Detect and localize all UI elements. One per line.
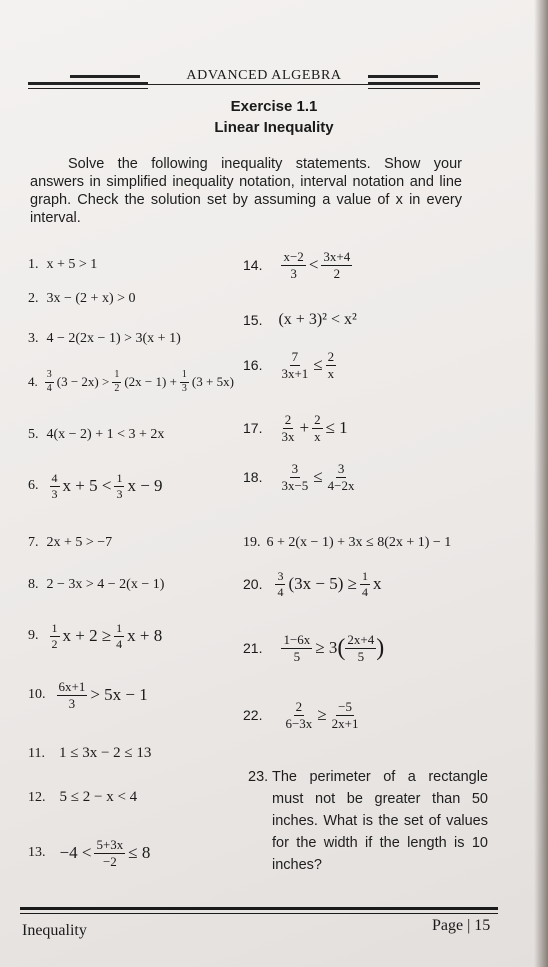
problem-number: 14.	[243, 257, 263, 274]
expression-part: (3 − 2x) >	[56, 374, 110, 389]
problem-12	[28, 789, 137, 806]
problem-7	[28, 535, 112, 551]
problem-11	[28, 745, 151, 762]
problem-number: 17.	[243, 420, 263, 437]
close-paren-icon: )	[376, 634, 385, 661]
expression-part: x + 5 <	[62, 476, 112, 496]
problem-number: 3.	[28, 331, 39, 346]
expression-part: ≤	[313, 355, 323, 375]
fraction: $\frac{3}{3x-5}$	[281, 461, 309, 493]
expression-part: x + 8	[127, 626, 163, 646]
problem-number: 7.	[28, 535, 39, 550]
expression-part: > 5x − 1	[90, 685, 148, 705]
fraction: $\frac{1}{4}$	[116, 621, 123, 651]
header-rule-left-short	[70, 75, 140, 78]
fraction: $\frac{1}{3}$	[181, 369, 187, 394]
problem-13	[28, 838, 150, 868]
problem-number: 2.	[28, 291, 39, 306]
problem-15	[243, 311, 357, 329]
problem-number: 23.	[248, 769, 269, 785]
fraction: $\frac{2}{x}$	[327, 349, 335, 381]
fraction: $\frac{2}{3x}$	[281, 412, 295, 444]
problem-expression: 6 + 2(x − 1) + 3x ≤ 8(2x + 1) − 1	[266, 535, 452, 550]
problem-19	[243, 535, 451, 551]
problem-expression: 2x + 5 > −7	[46, 535, 113, 550]
problem-20	[243, 570, 381, 598]
problem-number: 16.	[243, 357, 263, 374]
fraction: $\frac{3}{4-2x}$	[327, 461, 355, 493]
header-rule-left-thin	[28, 88, 148, 89]
page-header	[28, 62, 480, 102]
problem-number: 11.	[28, 745, 45, 761]
problem-number: 13.	[28, 845, 46, 861]
expression-part: <	[308, 255, 319, 275]
problem-number: 21.	[243, 640, 263, 657]
problem-expression: 2 − 3x > 4 − 2(x − 1)	[46, 577, 165, 592]
fraction: $\frac{-5}{2x+1}$	[331, 699, 359, 731]
problem-number: 12.	[28, 789, 46, 805]
problem-9	[28, 622, 162, 650]
problem-16	[243, 350, 339, 380]
problem-17	[243, 413, 348, 443]
expression-part: x	[372, 574, 382, 594]
problem-10	[28, 680, 148, 710]
header-rule-center	[124, 84, 374, 85]
problem-23	[248, 766, 488, 876]
problem-22	[243, 700, 364, 730]
expression-part: −4 <	[59, 843, 92, 863]
exercise-title: Exercise 1.1	[230, 98, 318, 115]
problem-expression: 4(x − 2) + 1 < 3 + 2x	[46, 427, 165, 442]
problem-expression: (x + 3)² < x²	[278, 311, 357, 328]
problem-expression: 4 − 2(2x − 1) > 3(x + 1)	[46, 331, 181, 346]
problem-number: 10.	[28, 687, 46, 703]
book-title: ADVANCED ALGEBRA	[186, 68, 342, 83]
problem-expression: 3x − (2 + x) > 0	[46, 291, 136, 306]
problem-number: 6.	[28, 478, 39, 494]
instructions	[30, 155, 462, 227]
expression-part: x + 2 ≥	[62, 626, 112, 646]
header-rule-right	[368, 82, 480, 85]
exercise-subtitle: Linear Inequality	[214, 119, 334, 136]
fraction: $\frac{3}{4}$	[46, 369, 52, 394]
expression-part: +	[299, 418, 310, 438]
expression-part: ≥	[317, 705, 327, 725]
problem-expression: 5 ≤ 2 − x < 4	[59, 789, 138, 805]
fraction: $\frac{2}{x}$	[314, 412, 321, 444]
fraction: $\frac{7}{3x+1}$	[281, 349, 309, 381]
fraction: $\frac{x-2}{3}$	[283, 249, 304, 281]
problem-5	[28, 427, 164, 443]
problem-6	[28, 472, 163, 500]
page-number: Page | 15	[432, 917, 491, 934]
problem-2	[28, 291, 136, 307]
problem-number: 4.	[28, 374, 38, 389]
footer-rule	[20, 907, 498, 910]
expression-part: ≤ 8	[128, 843, 151, 863]
expression-part: (3x − 5) ≥	[288, 574, 357, 594]
problem-18	[243, 462, 360, 492]
problem-number: 15.	[243, 312, 263, 328]
problem-14	[243, 250, 355, 280]
expression-part: ≤ 1	[325, 418, 348, 438]
fraction: $\frac{6x+1}{3}$	[58, 679, 86, 711]
fraction: $\frac{3}{4}$	[277, 569, 284, 599]
problem-21	[243, 633, 384, 663]
problem-number: 1.	[28, 257, 39, 272]
instructions-text: Solve the following inequality statements. Show your answers in simplified inequality notation, interval notation and line graph. Check the solution set by assuming a value of x in every interval.	[30, 156, 462, 226]
fraction: $\frac{1}{3}$	[116, 471, 123, 501]
expression-part: ≤	[313, 467, 323, 487]
problem-number: 9.	[28, 628, 39, 644]
problem-number: 18.	[243, 469, 263, 486]
header-rule-right-thin	[368, 88, 480, 89]
open-paren-icon: (	[337, 634, 346, 661]
problem-3	[28, 331, 181, 347]
problem-number: 5.	[28, 427, 39, 442]
problem-number: 19.	[243, 535, 261, 550]
header-rule-right-short	[368, 75, 438, 78]
problem-4	[28, 370, 234, 394]
problem-expression: 1 ≤ 3x − 2 ≤ 13	[58, 745, 152, 761]
fraction: $\frac{1}{2}$	[51, 621, 58, 651]
word-problem-text: The perimeter of a rectangle must not be greater than 50 inches. What is the set of values for the width if the length is 10 inches?	[272, 769, 488, 873]
problem-8	[28, 577, 164, 593]
problem-number: 22.	[243, 707, 263, 724]
fraction: $\frac{1}{2}$	[114, 369, 120, 394]
fraction: $\frac{2x+4}{5}$	[347, 632, 375, 664]
footer-chapter: Inequality	[22, 922, 87, 939]
expression-part: (2x − 1) +	[124, 374, 177, 389]
footer-rule-thin	[20, 913, 498, 914]
fraction: $\frac{1}{4}$	[361, 569, 368, 599]
expression-part: x − 9	[127, 476, 163, 496]
page-edge-shadow	[534, 0, 548, 967]
problem-number: 8.	[28, 577, 39, 592]
fraction: $\frac{3x+4}{2}$	[323, 249, 351, 281]
problem-number: 20.	[243, 576, 263, 593]
fraction: $\frac{2}{6-3x}$	[285, 699, 313, 731]
problem-1	[28, 257, 97, 273]
expression-part: (3 + 5x)	[191, 374, 234, 389]
expression-part: ≥ 3	[315, 638, 338, 658]
problem-expression: x + 5 > 1	[46, 257, 98, 272]
fraction: $\frac{4}{3}$	[51, 471, 58, 501]
fraction: $\frac{5+3x}{-2}$	[96, 837, 124, 869]
fraction: $\frac{1-6x}{5}$	[283, 632, 311, 664]
